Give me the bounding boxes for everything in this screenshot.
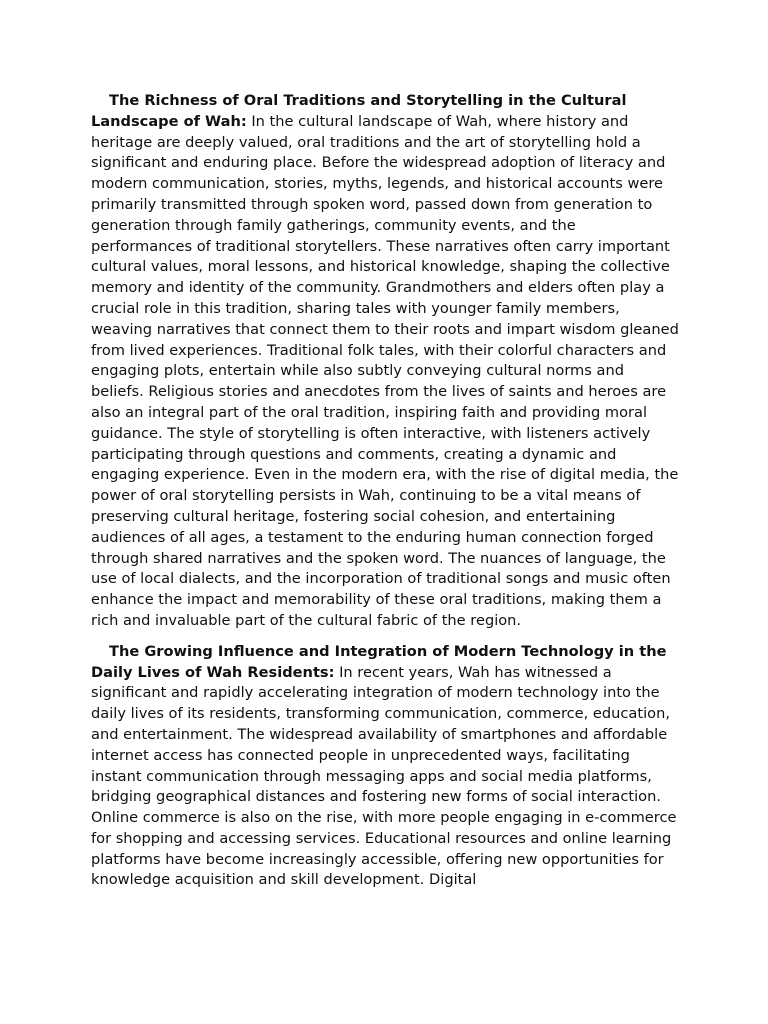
section-body: In recent years, Wah has witnessed a significant and rapidly accelerating integration of modern technology into the daily lives of its residents, transforming communication, commerce, education, and entertainment. The widespread availability of smartphones and affordable internet access has connected people in unprecedented ways, facilitating instant communication through messaging apps and social media platforms, bridging geographical distances and fostering new forms of social interaction. Online commerce is also on the rise, with more people engaging in e-commerce for shopping and accessing services. Educational resources and online learning platforms have become increasingly accessible, offering new opportunities for knowledge acquisition and skill development. Digital (91, 663, 677, 889)
section-oral-traditions (91, 91, 681, 632)
section-heading: The Richness of Oral Traditions and Storytelling in the Cultural Landscape of Wah: (91, 92, 627, 130)
document-body (91, 91, 681, 901)
section-body: In the cultural landscape of Wah, where history and heritage are deeply valued, oral traditions and the art of storytelling hold a significant and enduring place. Before the widespread adoption of literacy and modern communication, stories, myths, legends, and historical accounts were primarily transmitted through spoken word, passed down from generation to generation through family gatherings, community events, and the performances of traditional storytellers. These narratives often carry important cultural values, moral lessons, and historical knowledge, shaping the collective memory and identity of the community. Grandmothers and elders often play a crucial role in this tradition, sharing tales with younger family members, weaving narratives that connect them to their roots and impart wisdom gleaned from lived experiences. Traditional folk tales, with their colorful characters and engaging plots, entertain while also subtly conveying cultural norms and beliefs. Religious stories and anecdotes from the lives of saints and heroes are also an integral part of the oral tradition, inspiring faith and providing moral guidance. The style of storytelling is often interactive, with listeners actively participating through questions and comments, creating a dynamic and engaging experience. Even in the modern era, with the rise of digital media, the power of oral storytelling persists in Wah, continuing to be a vital means of preserving cultural heritage, fostering social cohesion, and entertaining audiences of all ages, a testament to the enduring human connection forged through shared narratives and the spoken word. The nuances of language, the use of local dialects, and the incorporation of traditional songs and music often enhance the impact and memorability of these oral traditions, making them a rich and invaluable part of the cultural fabric of the region. (91, 112, 679, 629)
section-heading: The Growing Influence and Integration of Modern Technology in the Daily Lives of Wah Residents: (91, 642, 667, 681)
section-modern-technology (91, 642, 681, 892)
